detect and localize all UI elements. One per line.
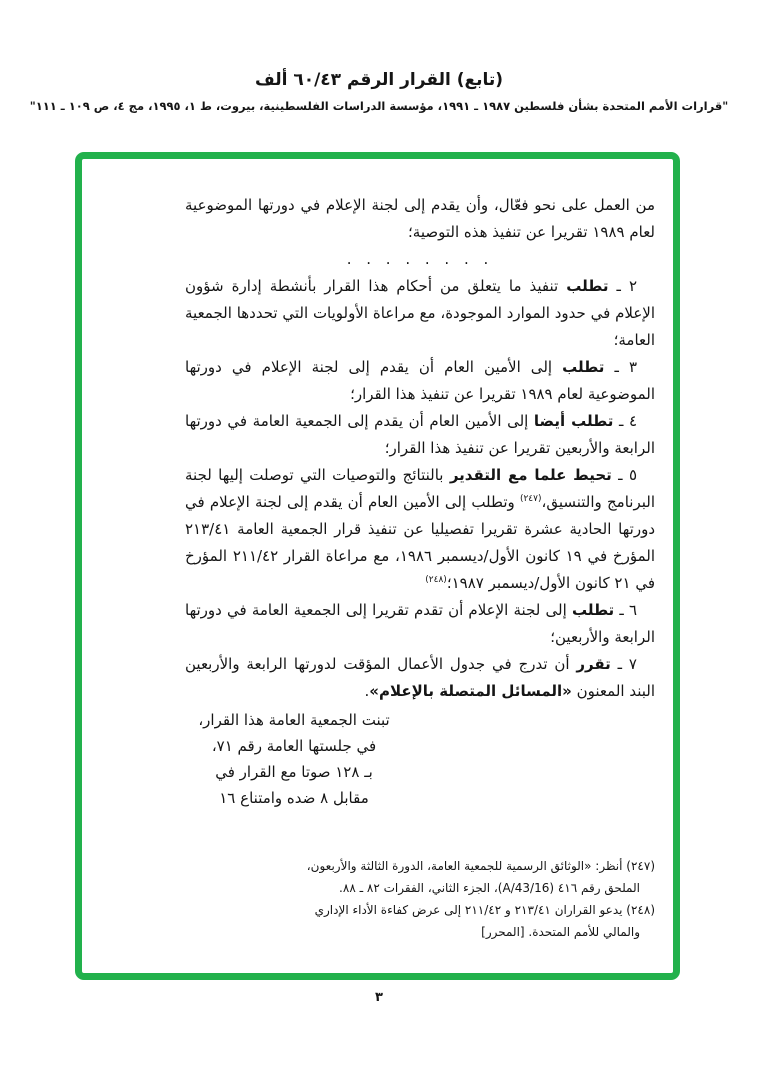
footnote-line: (٢٤٨) يدعو القراران ٢١٣/٤١ و ٢١١/٤٢ إلى عرض كفاءة الأداء الإداري xyxy=(314,903,655,917)
ellipsis-separator: . . . . . . . . xyxy=(346,250,494,268)
paragraph-4: ٤ ـ تطلب أيضا إلى الأمين العام أن يقدم إلى الجمعية العامة في دورتها الرابعة والأربعين تقريرا عن تنفيذ هذا القرار؛ xyxy=(185,412,655,457)
continuation-paragraph: من العمل على نحو فعّال، وأن يقدم إلى لجنة الإعلام في دورتها الموضوعية لعام ١٩٨٩ تقريرا عن تنفيذ هذه التوصية؛ xyxy=(185,196,655,241)
adoption-line: في جلستها العامة رقم ٧١، xyxy=(211,737,377,755)
footnote-line: والمالي للأمم المتحدة. [المحرر] xyxy=(481,925,640,939)
resolution-frame xyxy=(75,152,680,980)
paragraph-7: ٧ ـ تقرر أن تدرج في جدول الأعمال المؤقت لدورتها الرابعة والأربعين البند المعنون «المسائل المتصلة بالإعلام». xyxy=(185,655,655,700)
page-number: ٣ xyxy=(375,990,383,1005)
adoption-line: بـ ١٢٨ صوتا مع القرار في xyxy=(215,763,373,781)
footnote-line: الملحق رقم ٤١٦ (A/43/16)، الجزء الثاني، الفقرات ٨٢ ـ ٨٨. xyxy=(339,881,640,895)
source-citation: "قرارات الأمم المتحدة بشأن فلسطين ١٩٨٧ ـ ١٩٩١، مؤسسة الدراسات الفلسطينية، بيروت، ط ١، ١٩٩٥، مج ٤، ص ١٠٩ ـ ١١١" xyxy=(29,99,729,113)
paragraph-3: ٣ ـ تطلب إلى الأمين العام أن يقدم إلى لجنة الإعلام في دورتها الموضوعية لعام ١٩٨٩ تقريرا عن تنفيذ هذا القرار؛ xyxy=(185,358,655,403)
footnote-reference: (٢٤٧) xyxy=(519,494,542,504)
adoption-line: مقابل ٨ ضده وامتناع ١٦ xyxy=(219,789,369,807)
adoption-note xyxy=(185,707,403,811)
adoption-line: تبنت الجمعية العامة هذا القرار، xyxy=(198,711,390,729)
page-header xyxy=(0,70,758,113)
paragraph-5: ٥ ـ تحيط علما مع التقدير بالنتائج والتوصيات التي توصلت إليها لجنة البرنامج والتنسيق،$^{(٢٤٧)}$ وتطلب إلى الأمين العام أن يقدم إلى لجنة الإعلام في دورتها الحادية عشرة تقريرا تفصيليا عن تنفيذ قرار الجمعية العامة ٢١٣/٤١ المؤرخ في ١٩ كانون الأول/ديسمبر ١٩٨٦، مع مراعاة القرار ٢١١/٤٢ المؤرخ في ٢١ كانون الأول/ديسمبر ١٩٨٧؛$^{(٢٤٨)}$ xyxy=(185,466,655,592)
footnote-reference: (٢٤٨) xyxy=(425,575,447,585)
paragraph-2: ٢ ـ تطلب تنفيذ ما يتعلق من أحكام هذا القرار بأنشطة إدارة شؤون الإعلام في حدود الموارد الموجودة، مع مراعاة الأولويات التي تحددها الجمعية العامة؛ xyxy=(185,277,655,349)
body-paragraphs xyxy=(185,192,655,811)
resolution-title: (تابع) القرار الرقم ٦٠/٤٣ ألف xyxy=(254,70,504,90)
paragraph-6: ٦ ـ تطلب إلى لجنة الإعلام أن تقدم تقريرا إلى الجمعية العامة في دورتها الرابعة والأربعين؛ xyxy=(185,601,655,646)
footnote-line: (٢٤٧) أنظر: «الوثائق الرسمية للجمعية العامة، الدورة الثالثة والأربعون، xyxy=(306,859,655,873)
footnotes-block xyxy=(277,855,655,943)
